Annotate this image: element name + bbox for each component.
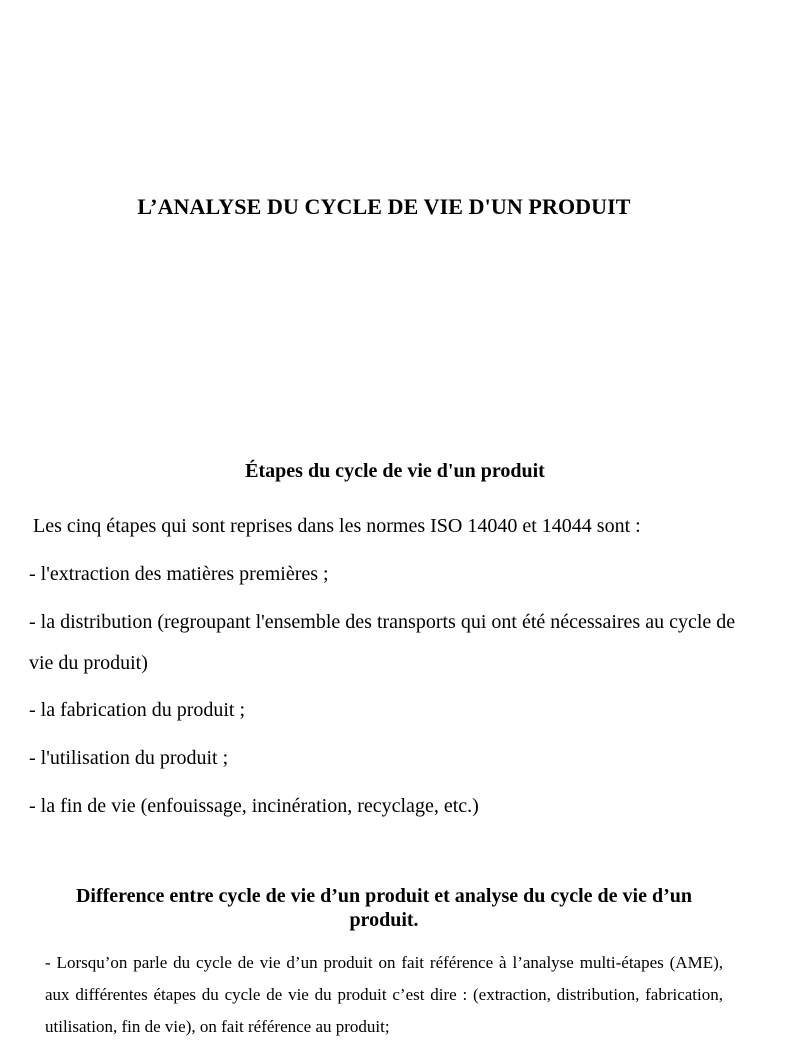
document-title: L’ANALYSE DU CYCLE DE VIE D'UN PRODUIT — [137, 194, 631, 219]
section-body-paragraph: - Lorsqu’on parle du cycle de vie d’un produit on fait référence à l’analyse multi-étapes (AME), aux différentes étapes du cycle de vie du produit c’est dire : (extraction, distribution, fabrication, utilisation, fin de vie), on fait référence au produit; — [45, 953, 723, 1036]
list-item: - la fabrication du produit ; — [29, 699, 246, 721]
list-item: - la distribution (regroupant l'ensemble des transports qui ont été nécessaires au cycle de vie du produit) — [29, 611, 736, 674]
section-heading-difference: Difference entre cycle de vie d’un produit et analyse du cycle de vie d’un produit. — [75, 885, 693, 931]
list-item: - la fin de vie (enfouissage, incinération, recyclage, etc.) — [29, 795, 479, 817]
section-heading-lifecycle-stages: Étapes du cycle de vie d'un produit — [245, 460, 545, 482]
list-item: - l'extraction des matières premières ; — [29, 563, 329, 585]
section-intro: Les cinq étapes qui sont reprises dans les normes ISO 14040 et 14044 sont : — [33, 515, 641, 537]
list-item: - l'utilisation du produit ; — [29, 747, 229, 769]
